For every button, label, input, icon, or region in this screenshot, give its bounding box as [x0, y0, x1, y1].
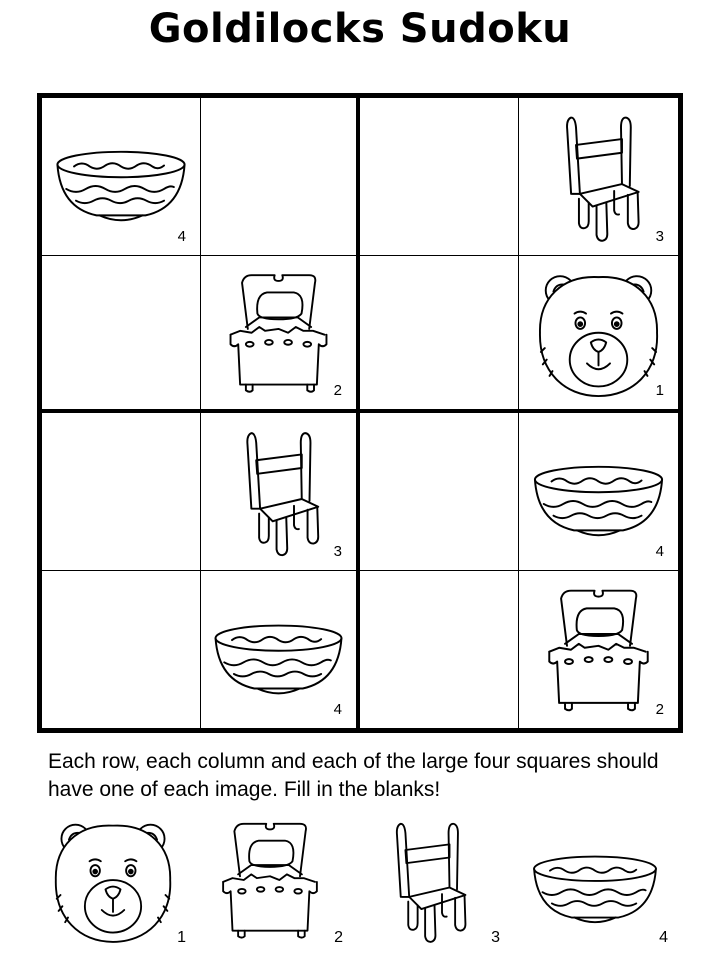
cell-number: 1: [655, 382, 664, 399]
legend-item: [195, 805, 345, 955]
grid-cell-filled: [201, 413, 360, 571]
grid-cell-blank[interactable]: [42, 571, 201, 729]
cell-number: 4: [333, 701, 342, 718]
bed-icon: [195, 805, 345, 955]
grid-cell-filled: [519, 98, 678, 256]
cell-number: 2: [333, 382, 342, 399]
grid-cell-blank[interactable]: [360, 98, 519, 256]
chair-icon: [519, 98, 678, 255]
bear-icon: [38, 805, 188, 955]
legend-item: [352, 805, 502, 955]
bowl-icon: [42, 98, 200, 255]
cell-number: 4: [655, 542, 664, 560]
bed-icon: [519, 571, 678, 729]
grid-cell-blank[interactable]: [201, 98, 360, 256]
grid-cell-blank[interactable]: [360, 413, 519, 571]
grid-cell-filled: [519, 571, 678, 729]
bowl-icon: [519, 413, 678, 570]
cell-number: 3: [333, 542, 342, 560]
legend-number: 1: [177, 929, 186, 946]
chair-icon: [352, 805, 502, 955]
page-title: Goldilocks Sudoku: [148, 6, 572, 52]
bear-icon: [519, 256, 678, 410]
grid-cell-filled: [519, 256, 678, 414]
legend-number: 3: [491, 929, 500, 946]
legend-item: [520, 805, 670, 955]
grid-cell-blank[interactable]: [42, 413, 201, 571]
grid-cell-filled: [519, 413, 678, 571]
sudoku-board: [37, 93, 683, 733]
cell-number: 4: [177, 227, 186, 245]
cell-number: 3: [655, 227, 664, 245]
legend-number: 2: [334, 929, 343, 946]
instructions-text: Each row, each column and each of the large four squares should have one of each image. Fill in the blanks!: [48, 750, 659, 801]
legend-number: 4: [659, 929, 668, 946]
grid-cell-filled: [201, 571, 360, 729]
cell-number: 2: [655, 701, 664, 718]
grid-cell-blank[interactable]: [360, 256, 519, 414]
grid-cell-blank[interactable]: [360, 571, 519, 729]
grid-cell-blank[interactable]: [42, 256, 201, 414]
grid-cell-filled: [201, 256, 360, 414]
bowl-icon: [520, 805, 670, 955]
grid-cell-filled: [42, 98, 201, 256]
legend-item: [38, 805, 188, 955]
